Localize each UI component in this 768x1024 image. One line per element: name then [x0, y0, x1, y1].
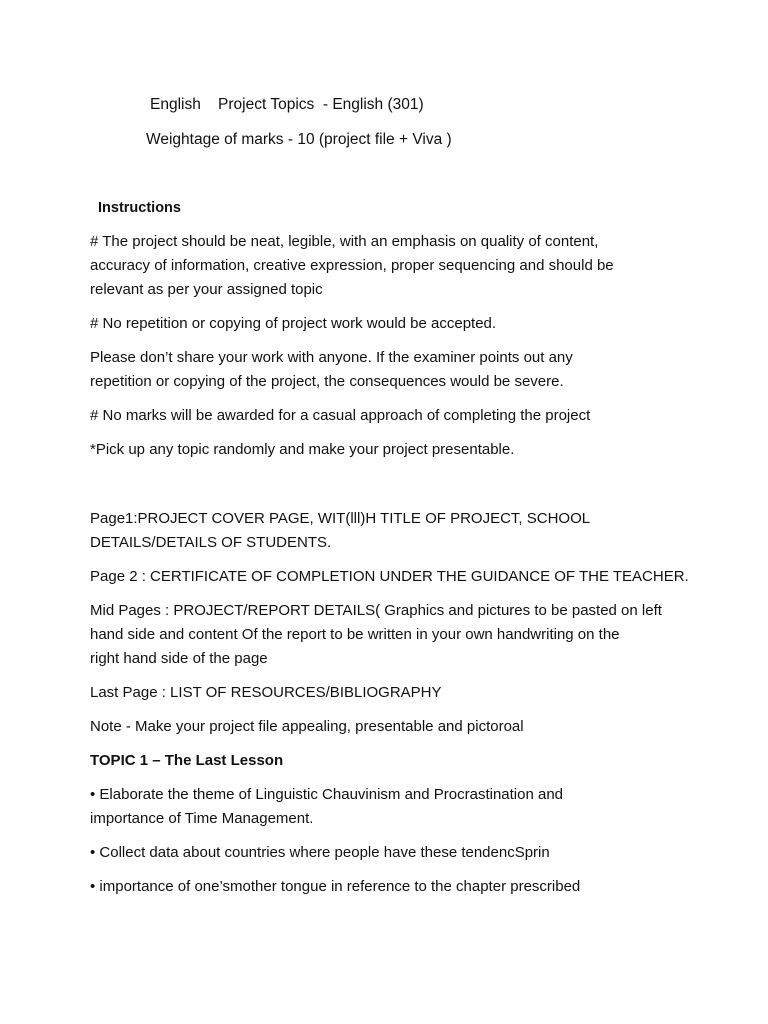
structure-line: Last Page : LIST OF RESOURCES/BIBLIOGRAPHY: [90, 684, 442, 701]
instruction-line: *Pick up any topic randomly and make your project presentable.: [90, 441, 515, 458]
structure-line: right hand side of the page: [90, 650, 268, 667]
document-title: English Project Topics - English (301): [150, 96, 424, 113]
instruction-line: # No marks will be awarded for a casual approach of completing the project: [90, 407, 591, 424]
structure-line: Page1:PROJECT COVER PAGE, WIT(lll)H TITLE OF PROJECT, SCHOOL: [90, 510, 591, 527]
structure-line: DETAILS/DETAILS OF STUDENTS.: [90, 534, 332, 551]
topic-line: • importance of one’smother tongue in reference to the chapter prescribed: [90, 878, 581, 895]
structure-line: Note - Make your project file appealing, presentable and pictoroal: [90, 718, 524, 735]
marks-weightage: Weightage of marks - 10 (project file + Viva ): [146, 131, 452, 148]
instruction-line: # The project should be neat, legible, with an emphasis on quality of content,: [90, 233, 599, 250]
instruction-line: repetition or copying of the project, the consequences would be severe.: [90, 373, 564, 390]
topic-line: • Collect data about countries where people have these tendencSprin: [90, 844, 550, 861]
topic-line: • Elaborate the theme of Linguistic Chauvinism and Procrastination and: [90, 786, 564, 803]
structure-line: Mid Pages : PROJECT/REPORT DETAILS( Graphics and pictures to be pasted on left: [90, 602, 662, 619]
instruction-line: Please don’t share your work with anyone. If the examiner points out any: [90, 349, 573, 366]
topic-heading: TOPIC 1 – The Last Lesson: [90, 752, 284, 769]
topic-line: importance of Time Management.: [90, 810, 314, 827]
instruction-line: relevant as per your assigned topic: [90, 281, 323, 298]
instruction-line: accuracy of information, creative expression, proper sequencing and should be: [90, 257, 614, 274]
instructions-heading: Instructions: [98, 200, 181, 216]
structure-line: hand side and content Of the report to be written in your own handwriting on the: [90, 626, 620, 643]
instruction-line: # No repetition or copying of project work would be accepted.: [90, 315, 497, 332]
structure-line: Page 2 : CERTIFICATE OF COMPLETION UNDER THE GUIDANCE OF THE TEACHER.: [90, 568, 689, 585]
